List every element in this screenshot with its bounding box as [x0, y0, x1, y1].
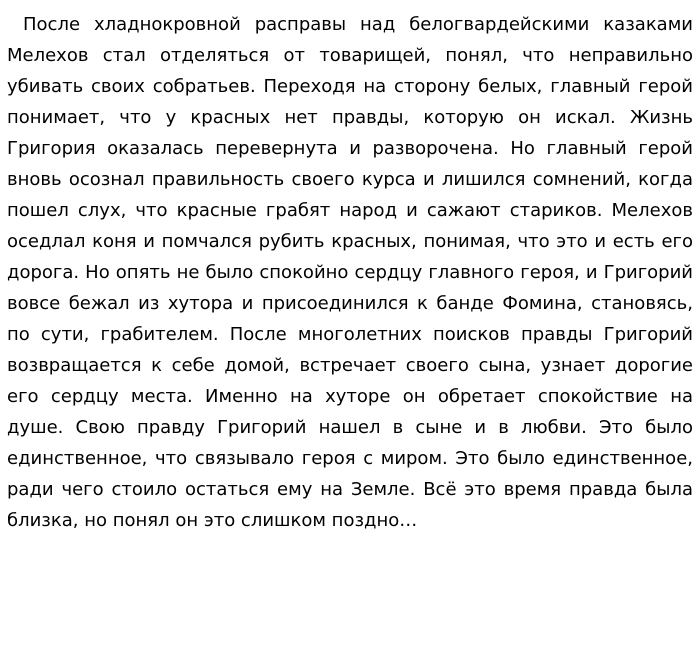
essay-paragraph: После хладнокровной расправы над белогвардейскими казаками Мелехов стал отделяться от товарищей, понял, что неправильно убивать своих собратьев. Переходя на сторону белых, главный герой понимает, что у красных нет правды, которую он искал. Жизнь Григория оказалась перевернута и разворочена. Но главный герой вновь осознал правильность своего курса и лишился сомнений, когда пошел слух, что красные грабят народ и сажают стариков. Мелехов оседлал коня и помчался рубить красных, понимая, что это и есть его дорога. Но опять не было спокойно сердцу главного героя, и Григорий вовсе бежал из хутора и присоединился к банде Фомина, становясь, по сути, грабителем. После многолетних поисков правды Григорий возвращается к себе домой, встречает своего сына, узнает дорогие его сердцу места. Именно на хуторе он обретает спокойствие на душе. Свою правду Григорий нашел в сыне и в любви. Это было единственное, что связывало героя с миром. Это было единственное, ради чего стоило остаться ему на Земле. Всё это время правда была близка, но понял он это слишком поздно… [7, 14, 693, 531]
